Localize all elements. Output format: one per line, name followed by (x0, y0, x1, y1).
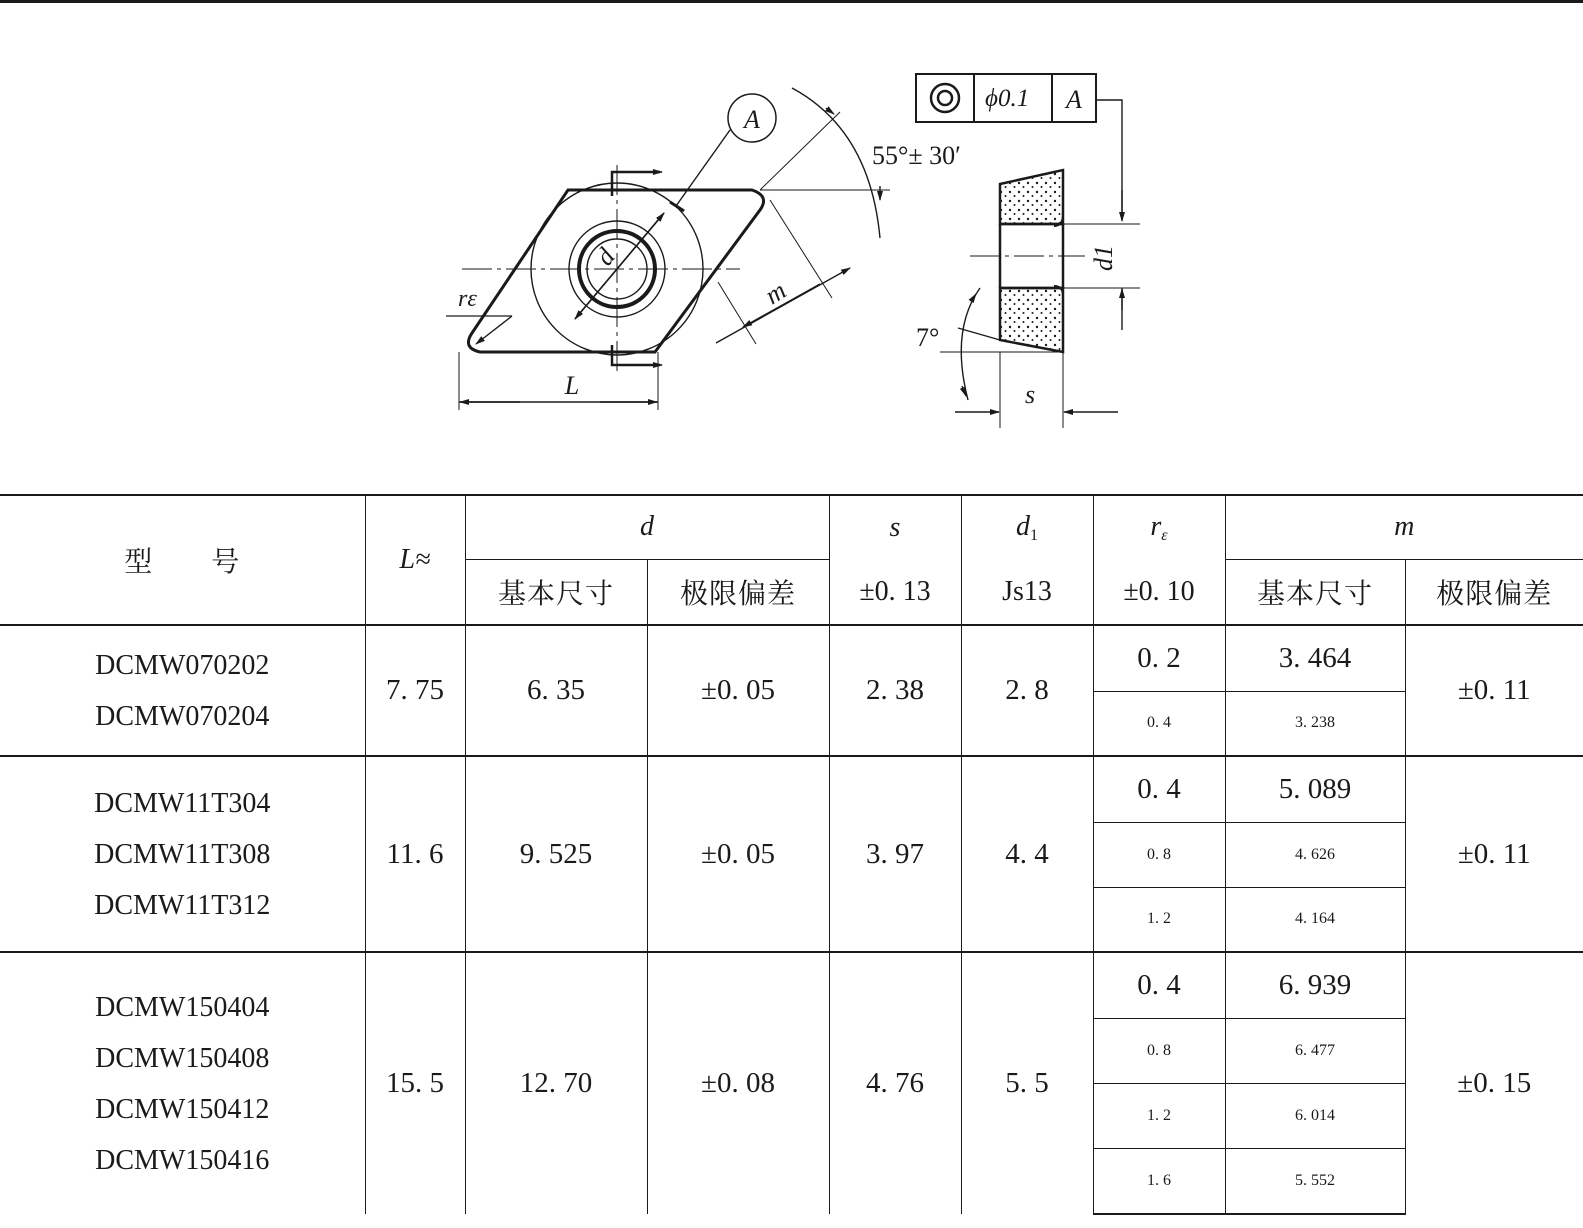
header-m: m (1225, 495, 1583, 559)
front-view (446, 88, 890, 410)
r-cell: 1. 6 (1093, 1148, 1225, 1214)
tolerance-datum: A (1066, 85, 1082, 114)
d-cell: 12. 70 (465, 952, 647, 1214)
r-cell: 0. 8 (1093, 1018, 1225, 1083)
header-s-tol: ±0. 13 (829, 559, 961, 625)
header-d1-tol: Js13 (961, 559, 1093, 625)
header-d: d (465, 495, 829, 559)
s-label: s (1024, 380, 1036, 409)
L-cell: 7. 75 (365, 625, 465, 756)
m-cell: 3. 464 (1225, 625, 1405, 691)
s-cell: 4. 76 (829, 952, 961, 1214)
m-cell: 5. 552 (1225, 1148, 1405, 1214)
table-row (0, 952, 1583, 1018)
header-s: s (829, 495, 961, 559)
m-cell: 4. 164 (1225, 887, 1405, 952)
header-m-dev: 极限偏差 (1405, 559, 1583, 625)
r-cell: 0. 4 (1093, 691, 1225, 756)
L-cell: 11. 6 (365, 756, 465, 952)
s-cell: 2. 38 (829, 625, 961, 756)
m-cell: 6. 939 (1225, 952, 1405, 1018)
m-dev-cell: ±0. 15 (1405, 952, 1583, 1214)
r-cell: 0. 8 (1093, 822, 1225, 887)
d-cell: 6. 35 (465, 625, 647, 756)
model-cell: DCMW11T304 DCMW11T308 DCMW11T312 (0, 756, 365, 952)
d-dev-cell: ±0. 05 (647, 756, 829, 952)
header-r-tol: ±0. 10 (1093, 559, 1225, 625)
table-row (0, 756, 1583, 822)
m-dev-cell: ±0. 11 (1405, 625, 1583, 756)
section-view (940, 170, 1140, 428)
s-cell: 3. 97 (829, 756, 961, 952)
d1-cell: 2. 8 (961, 625, 1093, 756)
header-d1: $d_1$ (961, 495, 1093, 559)
insert-drawing (0, 0, 1583, 470)
header-d-dev: 极限偏差 (647, 559, 829, 625)
header-L: L≈ (365, 495, 465, 625)
d-dev-cell: ±0. 05 (647, 625, 829, 756)
r-label: rε (458, 286, 477, 312)
spec-table (0, 494, 1583, 1215)
d-label: d (589, 242, 621, 271)
d-dev-cell: ±0. 08 (647, 952, 829, 1214)
d-cell: 9. 525 (465, 756, 647, 952)
m-cell: 4. 626 (1225, 822, 1405, 887)
table-row (0, 625, 1583, 691)
r-cell: 1. 2 (1093, 887, 1225, 952)
small-angle-label: 7° (916, 323, 940, 352)
header-d-basic: 基本尺寸 (465, 559, 647, 625)
r-cell: 0. 2 (1093, 625, 1225, 691)
r-cell: 1. 2 (1093, 1083, 1225, 1148)
header-m-basic: 基本尺寸 (1225, 559, 1405, 625)
r-cell: 0. 4 (1093, 756, 1225, 822)
datum-label: A (744, 105, 760, 134)
d1-label: d1 (1089, 245, 1118, 271)
d1-cell: 4. 4 (961, 756, 1093, 952)
L-cell: 15. 5 (365, 952, 465, 1214)
m-cell: 3. 238 (1225, 691, 1405, 756)
header-model: 型 号 (0, 495, 365, 625)
m-label: m (759, 275, 792, 311)
model-cell: DCMW070202 DCMW070204 (0, 625, 365, 756)
m-dev-cell: ±0. 11 (1405, 756, 1583, 952)
d1-cell: 5. 5 (961, 952, 1093, 1214)
angle-label: 55°± 30′ (872, 141, 961, 170)
model-cell: DCMW150404 DCMW150408 DCMW150412 DCMW150416 (0, 952, 365, 1214)
concentricity-icon (931, 84, 959, 112)
tolerance-value: ϕ0.1 (985, 85, 1030, 112)
header-r: $r_\varepsilon$ (1093, 495, 1225, 559)
L-label: L (564, 371, 580, 400)
m-cell: 5. 089 (1225, 756, 1405, 822)
r-cell: 0. 4 (1093, 952, 1225, 1018)
m-cell: 6. 477 (1225, 1018, 1405, 1083)
m-cell: 6. 014 (1225, 1083, 1405, 1148)
header-row-1 (0, 495, 1583, 559)
